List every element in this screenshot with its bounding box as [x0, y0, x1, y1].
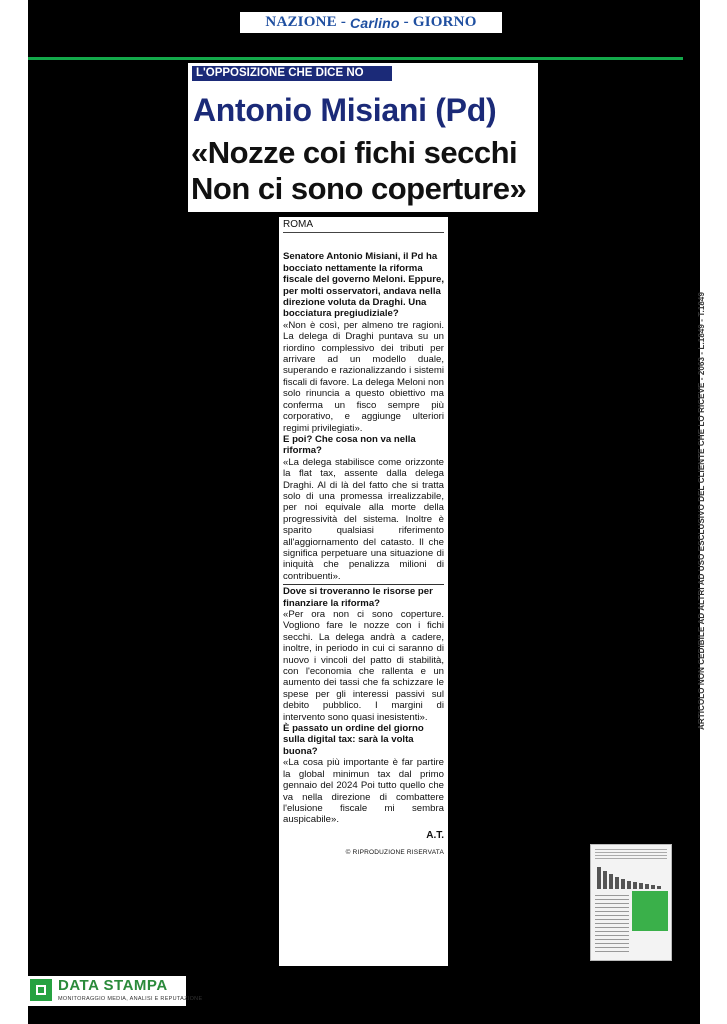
masthead-giorno: GIORNO [412, 14, 477, 30]
answer: «La cosa più importante è far partire la global minimun tax dal primo gennaio del 2024 Poi tutto quello che va nella direzione di combattere l'elusione fiscale mi sembra auspicabile». [283, 757, 444, 826]
green-divider [28, 57, 683, 60]
author-signature: A.T. [426, 829, 444, 841]
datastampa-logo [28, 976, 203, 1006]
masthead-separator: - [340, 14, 347, 30]
usage-notice: ARTICOLO NON CEDIBILE AD ALTRI AD USO ESCLUSIVO DEL CLIENTE CHE LO RICEVE - 2063 - L.1849 - T.1849 [697, 291, 706, 730]
headline-box [188, 63, 538, 212]
masthead-separator: - [403, 14, 409, 30]
headline-name: Antonio Misiani (Pd) [193, 92, 497, 128]
page-thumbnail [590, 844, 672, 961]
question: È passato un ordine del giorno sulla digital tax: sarà la volta buona? [283, 723, 424, 757]
logo-name: DATA STAMPA [58, 977, 168, 994]
kicker-label: L'OPPOSIZIONE CHE DICE NO [192, 66, 392, 81]
question: E poi? Che cosa non va nella riforma? [283, 433, 416, 457]
thumbnail-text [595, 895, 629, 953]
logo-icon [30, 979, 52, 1001]
copyright-notice: © RIPRODUZIONE RISERVATA [345, 849, 444, 857]
question: Dove si troveranno le risorse per finanziare la riforma? [283, 586, 433, 609]
question: Senatore Antonio Misiani, il Pd ha bocciato nettamente la riforma fiscale del governo Meloni. Eppure, per molti osservatori, andava nella direzione voluta da Draghi. Una bocciatura pregiudiziale? [283, 251, 444, 320]
thumbnail-header [595, 849, 667, 861]
answer: «La delega stabilisce come orizzonte la flat tax, assente dalla delega Draghi. Al di là del fatto che si tratta solo di una promessa irrealizzabile, per noi equivale alla morte della progressività del sistema. Inoltre è sparito qualsiasi riferimento all'aggiornamento del catasto. Il che significa perpetuare una situazione di iniquità che penalizza milioni di contribuenti». [283, 456, 444, 582]
masthead-nazione: NAZIONE [265, 14, 337, 30]
thumbnail-green-box [632, 891, 668, 931]
answer: «Per ora non ci sono coperture. Vogliono fare le nozze con i fichi secchi. La delega andrà a cadere, inoltre, in periodo in cui ci saranno di nuovo i vincoli del patto di stabilità, con l'economia che rallenta e un aumento dei tassi che fa schizzare le spese per gli interessi passivi sul debito pubblico. I margini di intervento sono quasi inesistenti». [283, 609, 444, 723]
masthead-carlino: Carlino [350, 14, 400, 31]
logo-tagline: MONITORAGGIO MEDIA, ANALISI E REPUTAZIONE [58, 996, 203, 1002]
section-rule [283, 584, 444, 585]
headline-quote-line1: «Nozze coi fichi secchi [191, 135, 518, 170]
masthead [240, 12, 502, 33]
answer: «Non è così, per almeno tre ragioni. La delega di Draghi puntava su un riordino complessivo dei tributi per arrivare ad un modello duale, superando e razionalizzando i sistemi fiscali di favore. La delega Meloni non solo rinuncia a questo obiettivo ma conferma un fisco sempre più corporativo, e aggiunge ulteriori regimi privilegiati». [283, 319, 444, 434]
dateline: ROMA [283, 219, 444, 233]
thumbnail-chart-icon [595, 865, 667, 889]
headline-quote-line2: Non ci sono coperture» [191, 171, 527, 206]
article-column [279, 217, 448, 966]
